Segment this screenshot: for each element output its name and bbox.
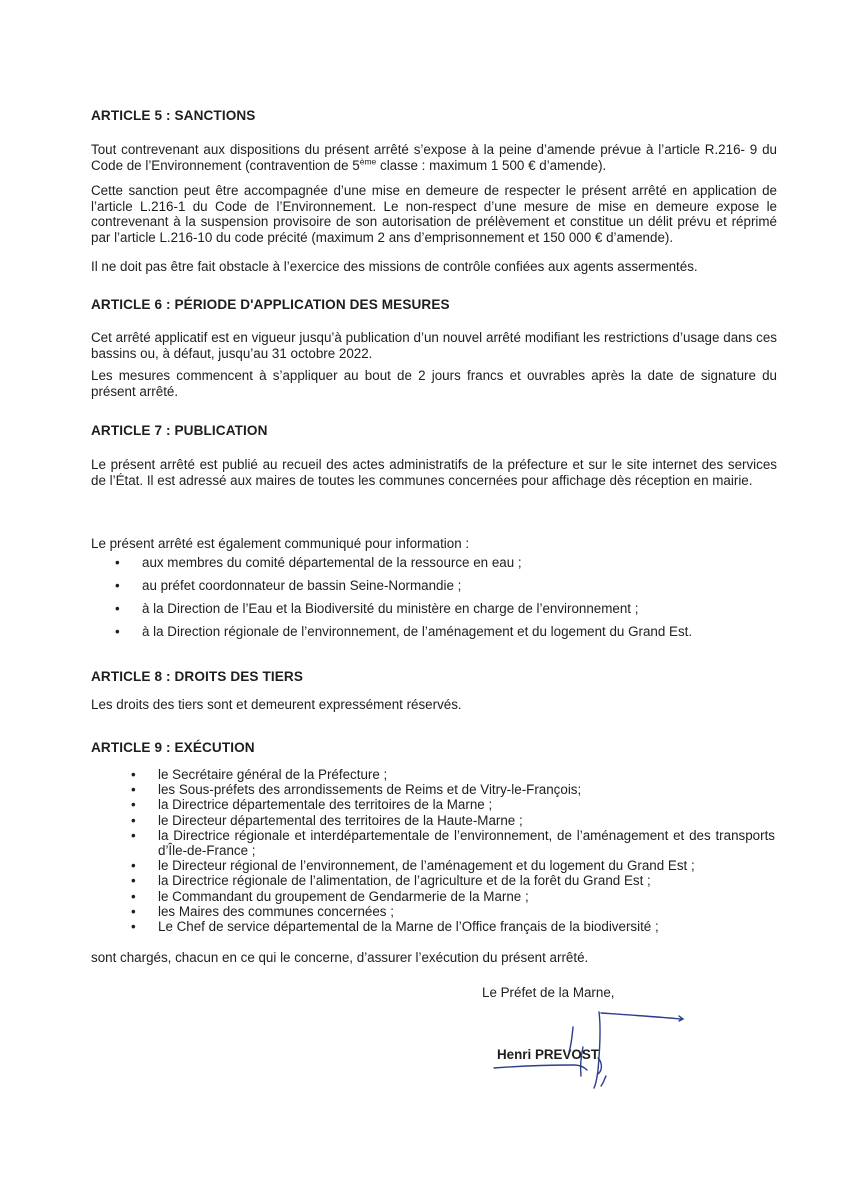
bullet-icon: • [131,767,136,782]
list-item [91,624,791,647]
article-5-heading: ARTICLE 5 : SANCTIONS [91,108,256,123]
article-7-recipients-list [91,555,791,647]
article-9-closing: sont chargés, chacun en ce qui le concerne, d’assurer l’exécution du présent arrêté. [91,950,589,965]
article-5-paragraph-1 [91,142,777,173]
article-7-paragraph-2: Le présent arrêté est également communiqué pour information : [91,536,470,551]
list-item-text: les Maires des communes concernées ; [158,903,394,919]
article-5-p1-text-end: classe : maximum 1 500 € d’amende). [376,157,607,173]
list-item [91,828,775,858]
article-8-paragraph-1: Les droits des tiers sont et demeurent expressément réservés. [91,697,462,712]
bullet-icon: • [131,888,136,904]
bullet-icon: • [131,858,136,874]
article-5-p1-text: Tout contrevenant aux dispositions du présent arrêté s’expose à la peine d’amende prévue à l’article R.216- 9 du Code de l’Environnement (contravention de 5 [91,142,777,173]
list-item-text: le Secrétaire général de la Préfecture ; [158,767,388,782]
article-8-heading: ARTICLE 8 : DROITS DES TIERS [91,669,304,684]
list-item [91,858,781,873]
bullet-icon: • [131,903,136,919]
list-item-text: la Directrice régionale de l’alimentation, de l’agriculture et de la forêt du Grand Est ; [158,873,651,889]
article-6-paragraph-1: Cet arrêté applicatif est en vigueur jusqu’à publication d’un nouvel arrêté modifiant les restrictions d’usage dans ces bassins ou, à défaut, jusqu’au 31 octobre 2022. [91,330,777,361]
article-7-heading: ARTICLE 7 : PUBLICATION [91,423,268,438]
list-item-text: le Commandant du groupement de Gendarmerie de la Marne ; [158,888,529,904]
list-item [91,782,781,797]
bullet-icon: • [131,827,136,843]
list-item-text: les Sous-préfets des arrondissements de Reims et de Vitry-le-François; [158,782,582,798]
list-item-text: Le Chef de service départemental de la Marne de l’Office français de la biodiversité ; [158,919,659,935]
list-item [91,904,781,919]
bullet-icon: • [131,919,136,935]
article-5-p1-superscript: ème [359,156,377,167]
list-item [91,578,791,601]
list-item [91,797,781,812]
signer-title: Le Préfet de la Marne, [482,985,615,1000]
article-6-paragraph-2: Les mesures commencent à s’appliquer au bout de 2 jours francs et ouvrables après la date de signature du présent arrêté. [91,368,777,399]
bullet-icon: • [115,555,120,570]
list-item-text: la Directrice régionale et interdépartementale de l’environnement, de l’aménagement et des transports d’Île-de-France ; [158,827,775,859]
bullet-icon: • [115,624,120,639]
list-item-text: aux membres du comité départemental de la ressource en eau ; [142,555,522,570]
list-item [91,919,781,934]
bullet-icon: • [115,601,120,616]
list-item-text: à la Direction de l’Eau et la Biodiversité du ministère en charge de l’environnement ; [142,601,639,616]
list-item [91,889,781,904]
bullet-icon: • [131,782,136,798]
list-item [91,873,781,888]
list-item [91,555,791,578]
list-item [91,601,791,624]
article-5-paragraph-3: Il ne doit pas être fait obstacle à l’exercice des missions de contrôle confiées aux agents assermentés. [91,259,698,274]
signer-name: Henri PREVOST [497,1047,599,1062]
article-9-heading: ARTICLE 9 : EXÉCUTION [91,740,255,755]
handwritten-signature-icon [480,1000,700,1090]
list-item [91,767,781,782]
list-item-text: le Directeur régional de l’environnement, de l’aménagement et du logement du Grand Est ; [158,858,695,874]
article-5-paragraph-2: Cette sanction peut être accompagnée d’une mise en demeure de respecter le présent arrêté en application de l’article L.216-1 du Code de l’Environnement. Le non-respect d’une mesure de mise en demeure expose le contrevenant à la suspension provisoire de son autorisation de prélèvement et constitue un délit prévu et réprimé par l’article L.216-10 du code précité (maximum 2 ans d’emprisonnement et 150 000 € d’amende). [91,183,777,245]
article-7-paragraph-1: Le présent arrêté est publié au recueil des actes administratifs de la préfecture et sur le site internet des services de l’État. Il est adressé aux maires de toutes les communes concernées pour affichage dès réception en mairie. [91,457,777,488]
bullet-icon: • [131,797,136,813]
article-6-heading: ARTICLE 6 : PÉRIODE D'APPLICATION DES MESURES [91,297,450,312]
list-item-text: le Directeur départemental des territoires de la Haute-Marne ; [158,812,523,828]
bullet-icon: • [131,873,136,889]
list-item-text: au préfet coordonnateur de bassin Seine-Normandie ; [142,578,462,593]
list-item-text: la Directrice départementale des territoires de la Marne ; [158,797,493,813]
list-item-text: à la Direction régionale de l’environnement, de l’aménagement et du logement du Grand Est. [142,624,693,639]
article-9-responsibles-list [91,767,781,934]
list-item [91,813,781,828]
bullet-icon: • [115,578,120,593]
bullet-icon: • [131,812,136,828]
